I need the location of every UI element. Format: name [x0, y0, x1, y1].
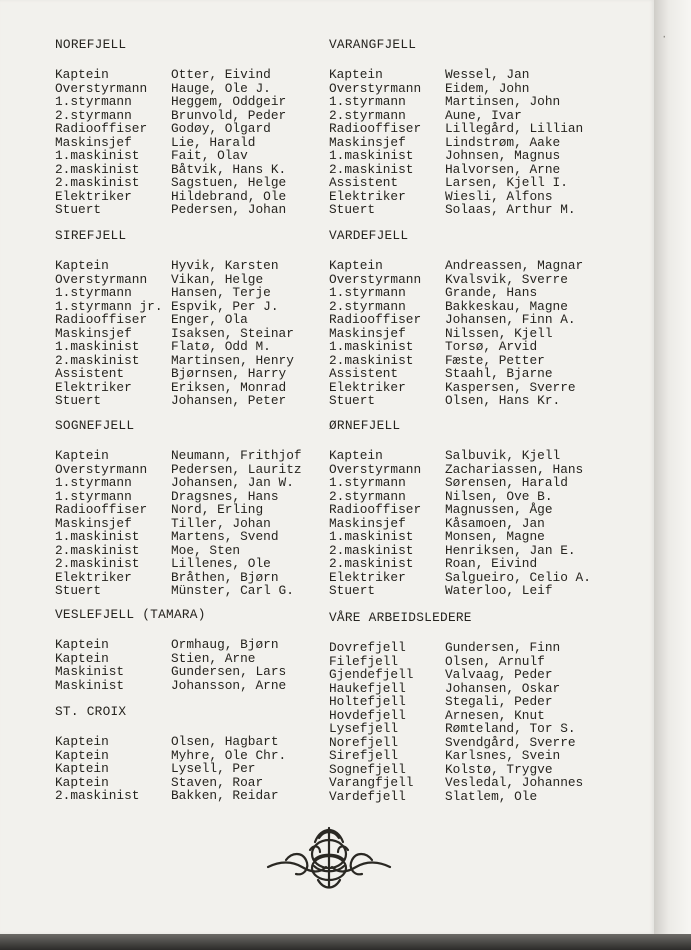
crew-name: Wiesli, Alfons [445, 188, 553, 204]
crew-role: 1.maskinist [329, 148, 414, 163]
crew-name: Solaas, Arthur M. [445, 202, 576, 217]
crew-role: Maskinsjef [55, 134, 132, 150]
crew-role: 1.styrmann [55, 94, 132, 109]
crew-role: 1.maskinist [55, 148, 140, 163]
section-heading: ØRNEFJELL [329, 418, 401, 433]
crew-role: Overstyrmann [329, 80, 422, 96]
crew-name: Nilssen, Kjell [445, 325, 553, 341]
crew-role: Maskinsjef [329, 134, 406, 150]
crew-name: Martinsen, John [445, 94, 561, 109]
crew-role: 2.maskinist [55, 556, 140, 571]
section-heading: NOREFJELL [55, 37, 127, 52]
crew-name: Espvik, Per J. [171, 298, 279, 314]
crew-name: Wessel, Jan [445, 67, 530, 82]
crew-name: Lysell, Per [171, 761, 256, 776]
crew-role: Kaptein [329, 448, 383, 463]
crew-role: 1.styrmann [329, 94, 406, 109]
crew-name: Eriksen, Monrad [171, 379, 287, 395]
crew-role: 2.maskinist [329, 352, 414, 368]
crew-name: Torsø, Arvid [445, 339, 538, 354]
crew-role: 1.maskinist [329, 339, 414, 354]
crew-name: Martinsen, Henry [171, 352, 294, 368]
crew-name: Magnussen, Åge [445, 502, 553, 517]
crew-name: Olsen, Hagbart [171, 734, 279, 749]
crew-name: Henriksen, Jan E. [445, 542, 576, 558]
crew-role: Radiooffiser [55, 121, 148, 136]
crew-name: Lillegård, Lillian [445, 121, 584, 136]
crew-name: Kåsamoen, Jan [445, 515, 545, 531]
crew-role: Kaptein [55, 448, 109, 463]
crew-name: Roan, Eivind [445, 556, 538, 571]
crew-name: Monsen, Magne [445, 529, 545, 544]
crew-name: Kaspersen, Sverre [445, 379, 576, 395]
scan-bottom-edge [0, 934, 691, 950]
crew-role: Stuert [329, 583, 376, 598]
crew-role: 1.styrmann [55, 488, 132, 504]
crew-name: Johnsen, Magnus [445, 148, 561, 163]
crew-name: Bråthen, Bjørn [171, 569, 279, 585]
section-heading: SIREFJELL [55, 228, 127, 243]
crew-role: 2.maskinist [55, 788, 140, 803]
crew-role: Kaptein [55, 650, 109, 666]
crew-name: Hauge, Ole J. [171, 80, 271, 96]
crew-role: Maskinsjef [329, 515, 406, 531]
crew-name: Pedersen, Lauritz [171, 461, 302, 477]
crew-role: Assistent [55, 366, 125, 381]
crew-role: Stuert [329, 393, 376, 408]
crew-name: Bjørnsen, Harry [171, 366, 287, 381]
crew-role: Hovdefjell [329, 707, 406, 723]
crew-role: 1.maskinist [329, 529, 414, 544]
crew-role: Kaptein [329, 67, 383, 82]
crew-role: Stuert [329, 202, 376, 217]
crew-role: Vardefjell [329, 788, 406, 804]
crew-role: Elektriker [55, 188, 132, 204]
crew-name: Bakken, Reidar [171, 788, 279, 803]
crew-name: Salgueiro, Celio A. [445, 569, 591, 585]
crew-role: 1.styrmann [329, 285, 406, 300]
crew-role: Stuert [55, 202, 102, 217]
crew-name: Grande, Hans [445, 285, 538, 300]
crew-name: Staahl, Bjarne [445, 366, 553, 381]
crew-role: Holtefjell [329, 694, 406, 709]
crew-name: Sagstuen, Helge [171, 175, 287, 190]
crew-role: Kaptein [55, 734, 109, 749]
crew-role: Sognefjell [329, 761, 406, 777]
crew-name: Salbuvik, Kjell [445, 448, 561, 463]
crew-role: Dovrefjell [329, 640, 406, 655]
section-heading: VESLEFJELL (TAMARA) [55, 607, 206, 622]
crew-name: Arnesen, Knut [445, 707, 545, 723]
crew-role: Overstyrmann [55, 80, 148, 96]
crew-role: 2.styrmann [329, 298, 406, 314]
crew-name: Tiller, Johan [171, 515, 271, 531]
crew-role: 1.maskinist [55, 339, 140, 354]
crew-role: Maskinsjef [55, 325, 132, 341]
crew-name: Johansen, Jan W. [171, 475, 294, 490]
crew-role: 1.styrmann [55, 475, 132, 490]
crew-role: 2.maskinist [329, 542, 414, 558]
crew-name: Eidem, John [445, 80, 530, 96]
crew-role: Kaptein [55, 774, 109, 790]
crew-role: Elektriker [329, 188, 406, 204]
margin-mark: · [661, 32, 668, 44]
crew-role: Radiooffiser [329, 121, 422, 136]
crew-name: Båtvik, Hans K. [171, 161, 287, 177]
crew-name: Flatø, Odd M. [171, 339, 271, 354]
crew-name: Svendgård, Sverre [445, 734, 576, 750]
crew-name: Halvorsen, Arne [445, 161, 561, 177]
crew-name: Rømteland, Tor S. [445, 721, 576, 736]
crew-name: Fæste, Petter [445, 352, 545, 368]
crew-name: Andreassen, Magnar [445, 258, 584, 273]
crew-role: Elektriker [55, 379, 132, 395]
crew-role: 2.maskinist [55, 161, 140, 177]
crew-role: Overstyrmann [329, 461, 422, 477]
crew-name: Aune, Ivar [445, 107, 522, 123]
crew-name: Gundersen, Lars [171, 664, 287, 679]
crew-name: Johansen, Peter [171, 393, 287, 408]
crew-role: 2.maskinist [55, 542, 140, 558]
crew-role: Overstyrmann [55, 271, 148, 287]
crew-name: Ormhaug, Bjørn [171, 637, 279, 652]
crew-name: Heggem, Oddgeir [171, 94, 287, 109]
crew-role: Maskinist [55, 677, 125, 693]
crew-name: Valvaag, Peder [445, 667, 553, 682]
crew-name: Godøy, Olgard [171, 121, 271, 136]
crew-role: Kaptein [329, 258, 383, 273]
crew-name: Otter, Eivind [171, 67, 271, 82]
crew-name: Kvalsvik, Sverre [445, 271, 568, 287]
crew-name: Dragsnes, Hans [171, 488, 279, 504]
crew-role: Maskinist [55, 664, 125, 679]
crew-role: Radiooffiser [55, 312, 148, 327]
crew-name: Stien, Arne [171, 650, 256, 666]
crew-name: Hyvik, Karsten [171, 258, 279, 273]
crew-role: Haukefjell [329, 680, 406, 696]
crew-role: Lysefjell [329, 721, 399, 736]
crew-role: Assistent [329, 175, 399, 190]
crew-name: Lillenes, Ole [171, 556, 271, 571]
crew-name: Lindstrøm, Aake [445, 134, 561, 150]
crew-role: Elektriker [55, 569, 132, 585]
crew-name: Staven, Roar [171, 774, 264, 790]
crew-role: Maskinsjef [55, 515, 132, 531]
crew-name: Isaksen, Steinar [171, 325, 294, 341]
crew-name: Vikan, Helge [171, 271, 264, 287]
crew-role: 1.styrmann [55, 285, 132, 300]
crew-role: Norefjell [329, 734, 399, 750]
crew-name: Nord, Erling [171, 502, 264, 517]
crew-role: 1.styrmann [329, 475, 406, 490]
decorative-knot-ornament [266, 822, 392, 892]
crew-name: Zachariassen, Hans [445, 461, 584, 477]
crew-name: Olsen, Arnulf [445, 653, 545, 669]
crew-role: Elektriker [329, 569, 406, 585]
crew-role: Gjendefjell [329, 667, 414, 682]
crew-name: Larsen, Kjell I. [445, 175, 568, 190]
crew-name: Lie, Harald [171, 134, 256, 150]
crew-name: Slatlem, Ole [445, 788, 538, 804]
crew-role: Radiooffiser [329, 502, 422, 517]
crew-role: Radiooffiser [329, 312, 422, 327]
crew-name: Neumann, Frithjof [171, 448, 302, 463]
section-heading: VÅRE ARBEIDSLEDERE [329, 610, 472, 625]
crew-role: 2.maskinist [329, 161, 414, 177]
crew-name: Olsen, Hans Kr. [445, 393, 561, 408]
crew-name: Brunvold, Peder [171, 107, 287, 123]
scan-right-edge [654, 0, 691, 950]
crew-name: Nilsen, Ove B. [445, 488, 553, 504]
crew-name: Kolstø, Trygve [445, 761, 553, 777]
crew-role: Radiooffiser [55, 502, 148, 517]
crew-name: Fait, Olav [171, 148, 248, 163]
crew-role: Kaptein [55, 761, 109, 776]
section-heading: SOGNEFJELL [55, 418, 135, 433]
crew-role: 2.styrmann [329, 107, 406, 123]
crew-role: Overstyrmann [329, 271, 422, 287]
crew-role: 2.styrmann [55, 107, 132, 123]
crew-name: Stegali, Peder [445, 694, 553, 709]
section-heading: ST. CROIX [55, 704, 127, 719]
section-heading: VARANGFJELL [329, 37, 417, 52]
crew-role: Stuert [55, 583, 102, 598]
crew-role: Overstyrmann [55, 461, 148, 477]
crew-name: Johansen, Finn A. [445, 312, 576, 327]
crew-role: Sirefjell [329, 748, 399, 763]
crew-name: Hansen, Terje [171, 285, 271, 300]
crew-role: 1.maskinist [55, 529, 140, 544]
crew-role: Filefjell [329, 653, 399, 669]
crew-role: 2.maskinist [55, 175, 140, 190]
crew-name: Pedersen, Johan [171, 202, 287, 217]
crew-name: Gundersen, Finn [445, 640, 561, 655]
crew-name: Johansen, Oskar [445, 680, 561, 696]
crew-name: Karlsnes, Svein [445, 748, 561, 763]
crew-name: Johansson, Arne [171, 677, 287, 693]
crew-role: Kaptein [55, 637, 109, 652]
crew-role: Assistent [329, 366, 399, 381]
crew-role: Varangfjell [329, 775, 414, 790]
section-heading: VARDEFJELL [329, 228, 409, 243]
crew-name: Martens, Svend [171, 529, 279, 544]
crew-name: Waterloo, Leif [445, 583, 553, 598]
crew-role: Stuert [55, 393, 102, 408]
crew-name: Myhre, Ole Chr. [171, 747, 287, 763]
crew-role: Kaptein [55, 258, 109, 273]
crew-name: Hildebrand, Ole [171, 188, 287, 204]
crew-role: 1.styrmann jr. [55, 298, 163, 314]
crew-name: Münster, Carl G. [171, 583, 294, 598]
crew-name: Vesledal, Johannes [445, 775, 584, 790]
crew-name: Bakkeskau, Magne [445, 298, 568, 314]
crew-name: Moe, Sten [171, 542, 241, 558]
crew-role: 2.styrmann [329, 488, 406, 504]
crew-role: Elektriker [329, 379, 406, 395]
crew-role: Kaptein [55, 67, 109, 82]
crew-role: 2.maskinist [55, 352, 140, 368]
crew-role: Kaptein [55, 747, 109, 763]
crew-role: Maskinsjef [329, 325, 406, 341]
crew-role: 2.maskinist [329, 556, 414, 571]
crew-name: Sørensen, Harald [445, 475, 568, 490]
crew-name: Enger, Ola [171, 312, 248, 327]
